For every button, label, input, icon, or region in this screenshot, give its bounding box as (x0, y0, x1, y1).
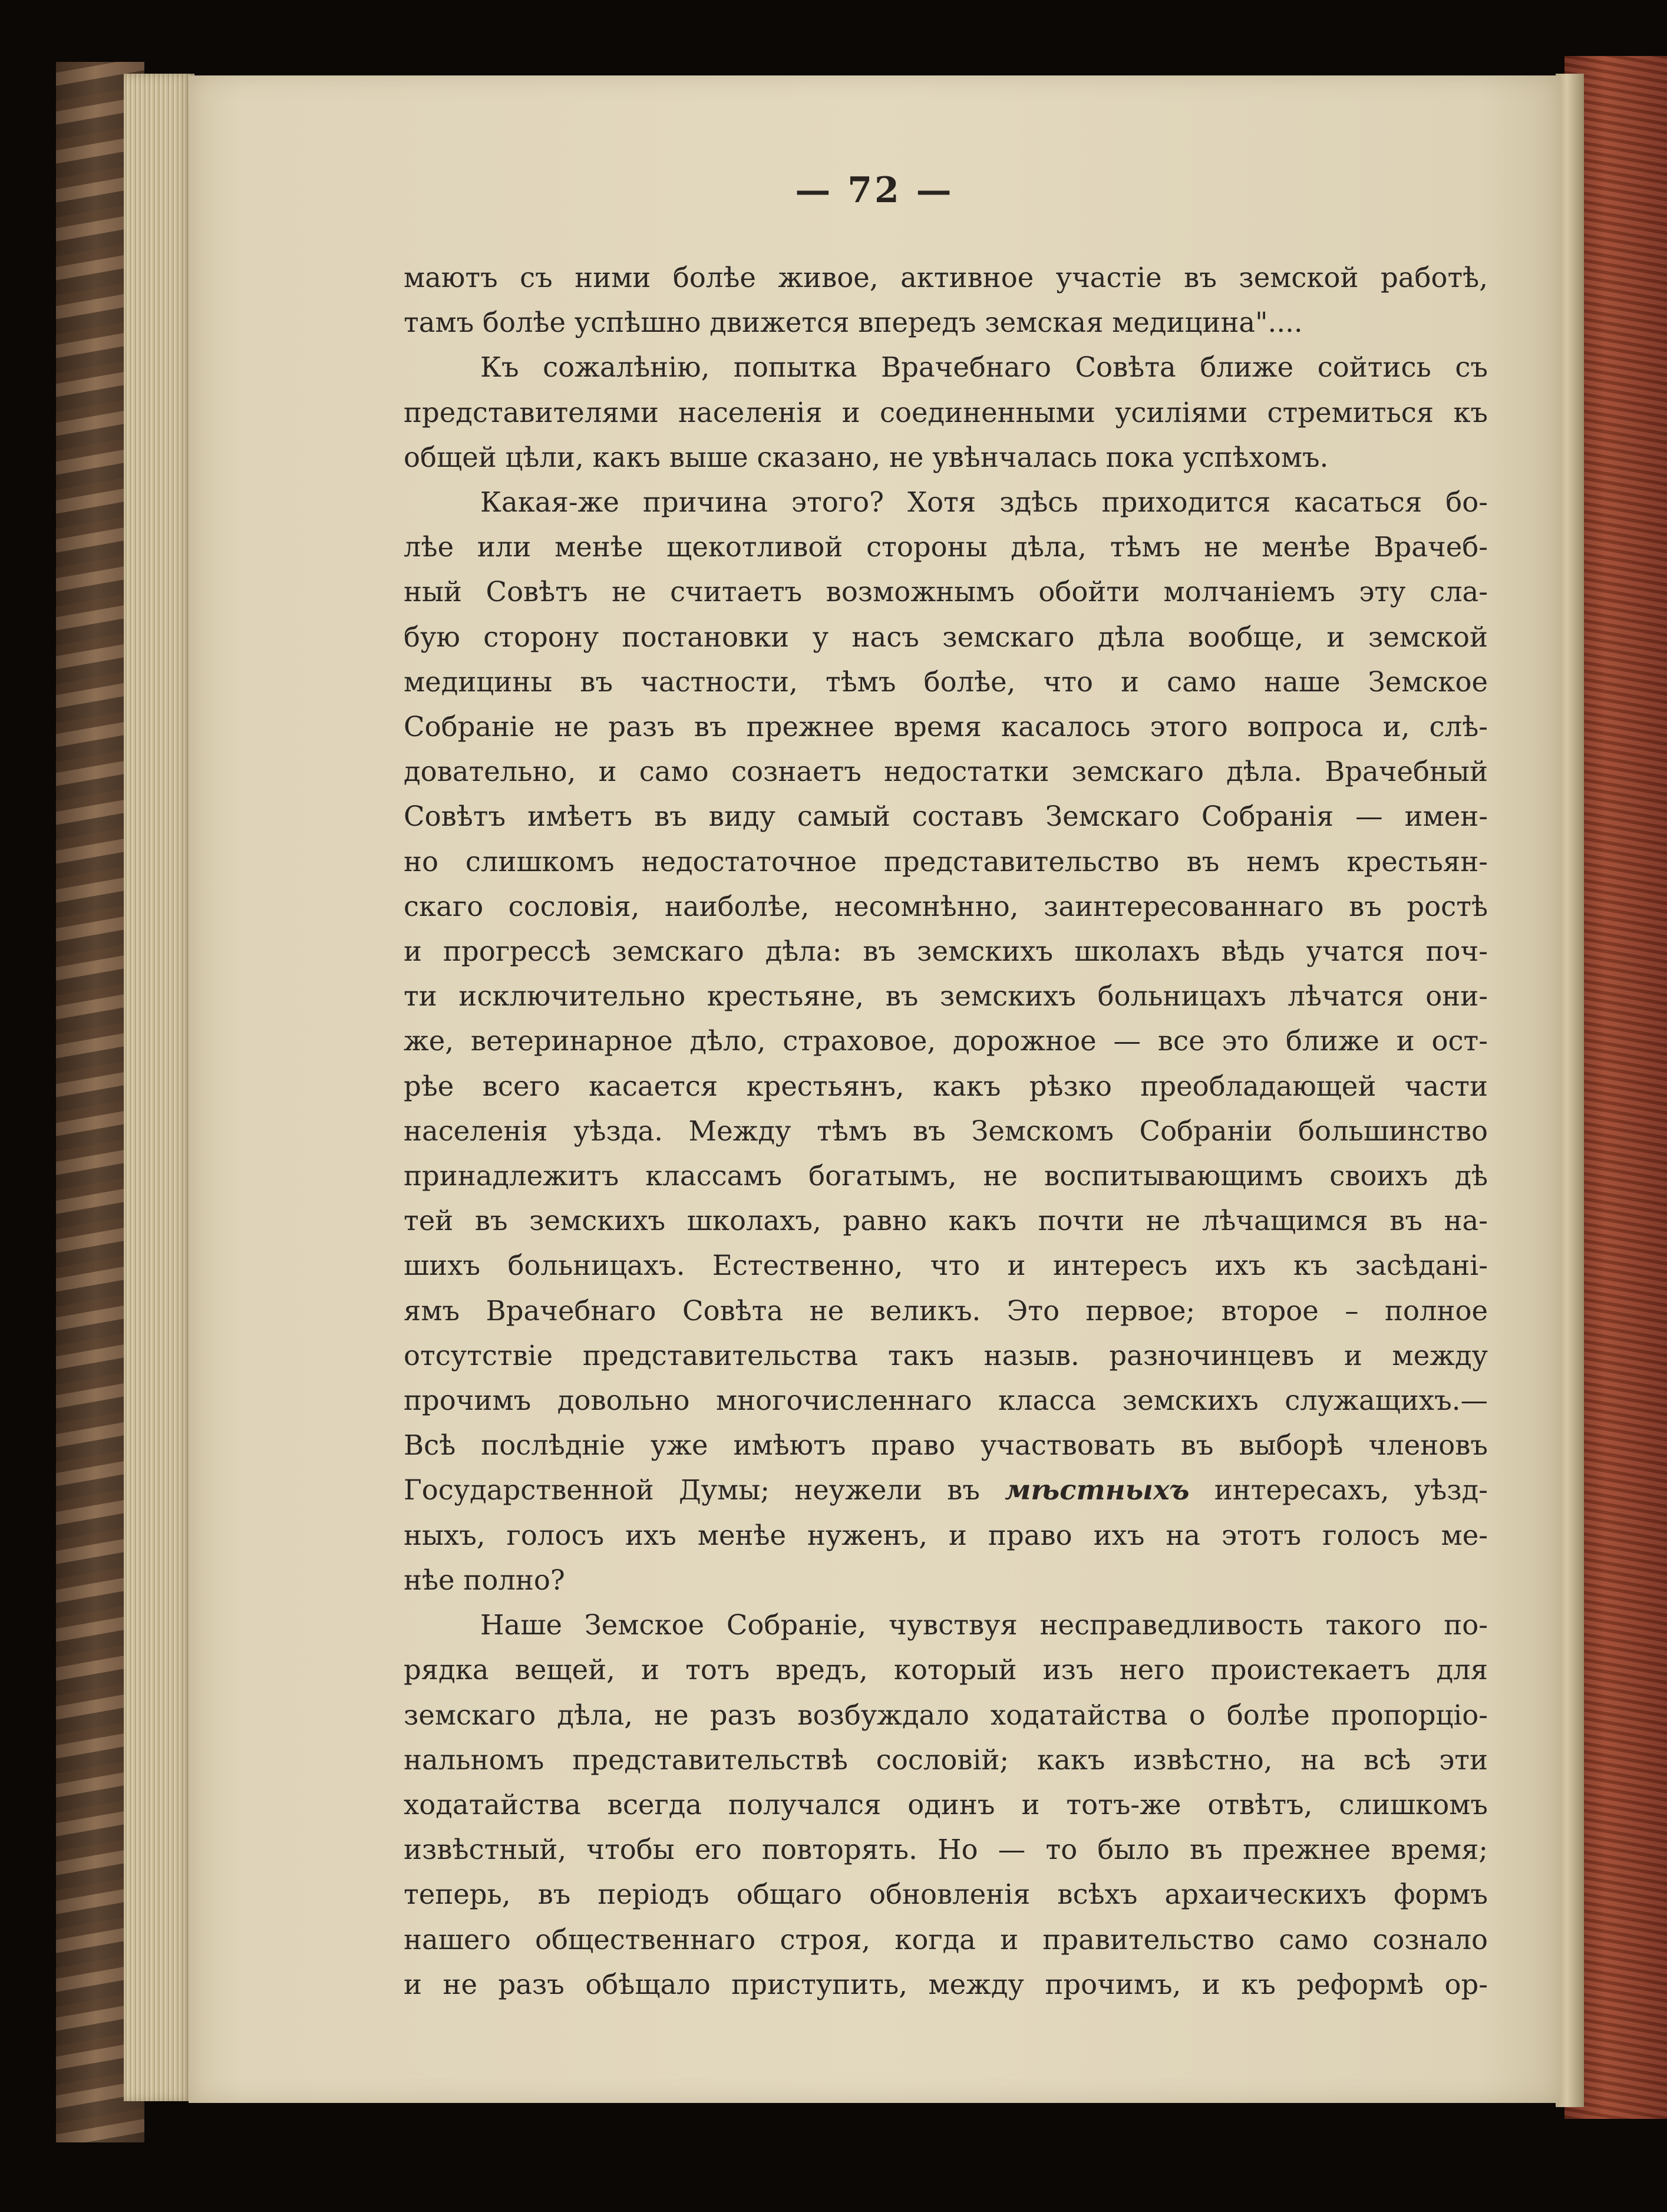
text-segment: Государственной Думы; неужели въ (404, 1474, 1005, 1506)
text-line: ходатайства всегда получался одинъ и тотъ-же отвѣтъ, слишкомъ (404, 1788, 1488, 1821)
text-line: представителями населенія и соединенными усиліями стремиться къ (404, 396, 1488, 428)
text-line: довательно, и само сознаетъ недостатки земскаго дѣла. Врачебный (404, 756, 1488, 788)
text-line: Къ сожалѣнію, попытка Врачебнаго Совѣта ближе сойтись съ (480, 351, 1488, 384)
text-line (404, 1468, 1488, 1512)
text-line: рядка вещей, и тотъ вредъ, который изъ него проистекаетъ для (404, 1654, 1488, 1686)
text-line: земскаго дѣла, не разъ возбуждало ходатайства о болѣе пропорціо- (404, 1699, 1488, 1731)
page-body-text (404, 255, 1488, 2007)
text-line: и прогрессѣ земскаго дѣла: въ земскихъ школахъ вѣдь учатся поч- (404, 935, 1488, 968)
text-line: скаго сословія, наиболѣе, несомнѣнно, заинтересованнаго въ ростѣ (404, 890, 1488, 922)
text-line: шихъ больницахъ. Естественно, что и интересъ ихъ къ засѣдані- (404, 1250, 1488, 1282)
text-line: принадлежитъ классамъ богатымъ, не воспитывающимъ своихъ дѣ (404, 1160, 1488, 1192)
text-line: нѣе полно? (404, 1564, 565, 1596)
text-line: Собраніе не разъ въ прежнее время касалось этого вопроса и, слѣ- (404, 711, 1488, 743)
text-line: прочимъ довольно многочисленнаго класса земскихъ служащихъ.— (404, 1384, 1488, 1417)
text-line: рѣе всего касается крестьянъ, какъ рѣзко преобладающей части (404, 1070, 1488, 1102)
text-line: ти исключительно крестьяне, въ земскихъ больницахъ лѣчатся они- (404, 980, 1488, 1013)
text-line: отсутствіе представительства такъ назыв. разночинцевъ и между (404, 1339, 1488, 1372)
text-line: общей цѣли, какъ выше сказано, не увѣнчалась пока успѣхомъ. (404, 441, 1329, 473)
text-line: но слишкомъ недостаточное представительство въ немъ крестьян- (404, 845, 1488, 878)
text-line: бую сторону постановки у насъ земскаго дѣла вообще, и земской (404, 621, 1488, 653)
text-line: Совѣтъ имѣетъ въ виду самый составъ Земскаго Собранія — имен- (404, 800, 1488, 833)
emphasized-word: мѣстныхъ (1005, 1473, 1190, 1506)
text-line: ныхъ, голосъ ихъ менѣе нуженъ, и право ихъ на этотъ голосъ ме- (404, 1519, 1488, 1551)
text-line: и не разъ обѣщало приступить, между прочимъ, и къ реформѣ ор- (404, 1968, 1488, 2000)
text-line: Всѣ послѣдніе уже имѣютъ право участвовать въ выборѣ членовъ (404, 1429, 1488, 1462)
book-page (189, 75, 1560, 2103)
text-line: извѣстный, чтобы его повторять. Но — то было въ прежнее время; (404, 1834, 1488, 1866)
page-number: — 72 — (795, 170, 954, 211)
text-line: тей въ земскихъ школахъ, равно какъ почти не лѣчащимся въ на- (404, 1205, 1488, 1237)
text-line: же, ветеринарное дѣло, страховое, дорожное — все это ближе и ост- (404, 1025, 1488, 1057)
text-line: лѣе или менѣе щекотливой стороны дѣла, тѣмъ не менѣе Врачеб- (404, 531, 1488, 563)
text-line: Наше Земское Собраніе, чувствуя несправедливость такого по- (480, 1609, 1488, 1641)
text-segment: интересахъ, уѣзд- (1189, 1474, 1488, 1506)
text-line: тамъ болѣе успѣшно движется впередъ земская медицина".... (404, 306, 1303, 339)
text-line: нальномъ представительствѣ сословій; какъ извѣстно, на всѣ эти (404, 1743, 1488, 1776)
text-line: Какая-же причина этого? Хотя здѣсь приходится касаться бо- (480, 486, 1488, 519)
text-line: теперь, въ періодъ общаго обновленія всѣхъ архаическихъ формъ (404, 1878, 1488, 1911)
page-edges-left (124, 74, 194, 2101)
text-line: ный Совѣтъ не считаетъ возможнымъ обойти молчаніемъ эту сла- (404, 576, 1488, 608)
text-line: маютъ съ ними болѣе живое, активное участіе въ земской работѣ, (404, 262, 1488, 294)
text-line: нашего общественнаго строя, когда и правительство само сознало (404, 1923, 1488, 1956)
text-line: населенія уѣзда. Между тѣмъ въ Земскомъ Собраніи большинство (404, 1115, 1488, 1147)
text-line: ямъ Врачебнаго Совѣта не великъ. Это первое; второе – полное (404, 1294, 1488, 1327)
text-line: медицины въ частности, тѣмъ болѣе, что и само наше Земское (404, 665, 1488, 698)
